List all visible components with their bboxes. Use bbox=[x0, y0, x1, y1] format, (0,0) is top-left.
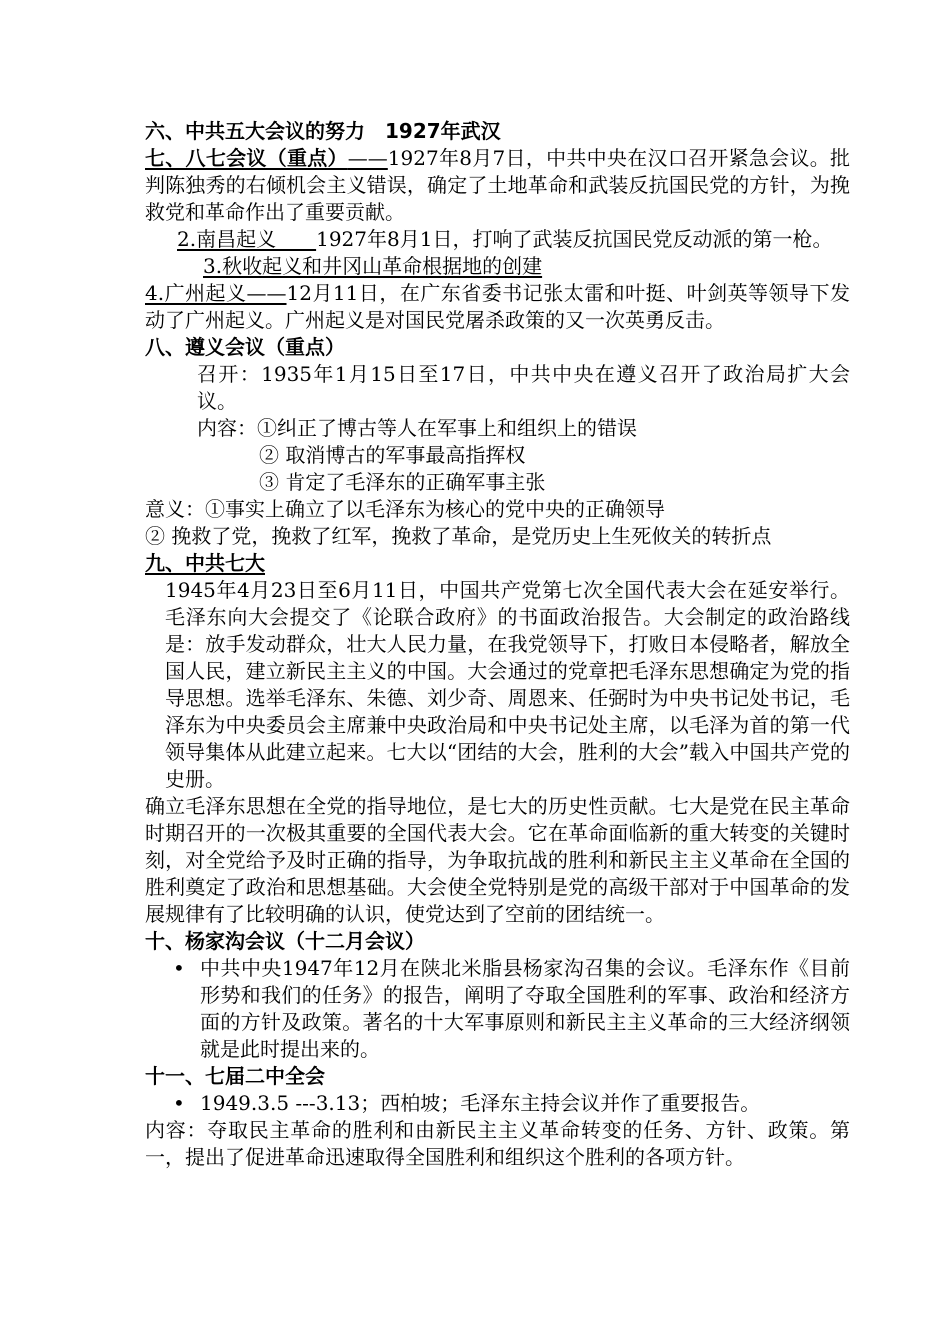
bullet-icon: • bbox=[173, 1091, 185, 1115]
seventh-congress-para-1: 1945年4月23日至6月11日，中国共产党第七次全国代表大会在延安举行。毛泽东向大会提交了《论联合政府》的书面政治报告。大会制定的政治路线是：放手发动群众，壮大人民力量，在我党领导下，打败日本侵略者，解放全国人民，建立新民主主义的中国。大会通过的党章把毛泽东思想确定为党的指导思想。选举毛泽东、朱德、刘少奇、周恩来、任弼时为中央书记处书记，毛泽东为中央委员会主席兼中央政治局和中央书记处主席，以毛泽为首的第一代领导集体从此建立起来。七大以“团结的大会，胜利的大会”载入中国共产党的史册。 bbox=[165, 578, 850, 791]
bullet-icon: • bbox=[173, 956, 185, 980]
nanchang-text: 1927年8月1日，打响了武装反抗国民党反动派的第一枪。 bbox=[316, 227, 833, 251]
section-7-heading: 七、八七会议（重点） bbox=[145, 146, 348, 170]
zunyi-convene: 召开：1935年1月15日至17日，中共中央在遵义召开了政治局扩大会议。 bbox=[197, 362, 850, 413]
section-9-title: 九、中共七大 bbox=[145, 551, 265, 575]
guangzhou-label: 4.广州起义—— bbox=[145, 281, 287, 305]
zunyi-meaning-1: 意义：①事实上确立了以毛泽东为核心的党中央的正确领导 bbox=[145, 497, 665, 521]
guangzhou-text: 12月11日，在广东省委书记张太雷和叶挺、叶剑英等领导下发动了广州起义。广州起义是对国民党屠杀政策的又一次英勇反击。 bbox=[145, 281, 850, 332]
section-10-title: 十、杨家沟会议（十二月会议） bbox=[145, 929, 425, 953]
section-7-dash: —— bbox=[347, 146, 388, 170]
guangzhou-uprising bbox=[145, 280, 850, 334]
zunyi-content-2: ② 取消博古的军事最高指挥权 bbox=[259, 443, 526, 467]
yangjiagou-item bbox=[145, 955, 850, 1063]
zunyi-content-1: 内容：①纠正了博古等人在军事上和组织上的错误 bbox=[197, 416, 637, 440]
section-7-text: 1927年8月7日，中共中央在汉口召开紧急会议。批判陈独秀的右倾机会主义错误，确定了土地革命和武装反抗国民党的方针，为挽救党和革命作出了重要贡献。 bbox=[145, 146, 850, 224]
xibaipo-item bbox=[145, 1090, 850, 1117]
xibaipo-content: 内容：夺取民主革命的胜利和由新民主主义革命转变的任务、方针、政策。第一，提出了促进革命迅速取得全国胜利和组织这个胜利的各项方针。 bbox=[145, 1118, 850, 1169]
section-6-title: 六、中共五大会议的努力 1927年武汉 bbox=[145, 119, 501, 143]
qiushou-uprising bbox=[145, 253, 850, 280]
nanchang-label: 2.南昌起义 bbox=[177, 227, 317, 251]
seventh-congress-para-2: 确立毛泽东思想在全党的指导地位，是七大的历史性贡献。七大是党在民主革命时期召开的一次极其重要的全国代表大会。它在革命面临新的重大转变的关键时刻，对全党给予及时正确的指导，为争取抗战的胜利和新民主主义革命在全国的胜利奠定了政治和思想基础。大会使全党特别是党的高级干部对于中国革命的发展规律有了比较明确的认识，使党达到了空前的团结统一。 bbox=[145, 794, 850, 926]
qiushou-label: 3.秋收起义和井冈山革命根据地的创建 bbox=[203, 254, 543, 278]
section-7-paragraph bbox=[145, 145, 850, 226]
zunyi-meaning-2: ② 挽救了党，挽救了红军，挽救了革命，是党历史上生死攸关的转折点 bbox=[145, 524, 772, 548]
section-8-title: 八、遵义会议（重点） bbox=[145, 335, 345, 359]
nanchang-uprising bbox=[145, 226, 850, 253]
zunyi-content-3: ③ 肯定了毛泽东的正确军事主张 bbox=[259, 470, 546, 494]
section-11-title: 十一、七届二中全会 bbox=[145, 1064, 325, 1088]
yangjiagou-text: 中共中央1947年12月在陕北米脂县杨家沟召集的会议。毛泽东作《目前形势和我们的任务》的报告，阐明了夺取全国胜利的军事、政治和经济方面的方针及政策。著名的十大军事原则和新民主主义革命的三大经济纲领就是此时提出来的。 bbox=[200, 956, 850, 1061]
xibaipo-text: 1949.3.5 ---3.13；西柏坡；毛泽东主持会议并作了重要报告。 bbox=[200, 1091, 761, 1115]
